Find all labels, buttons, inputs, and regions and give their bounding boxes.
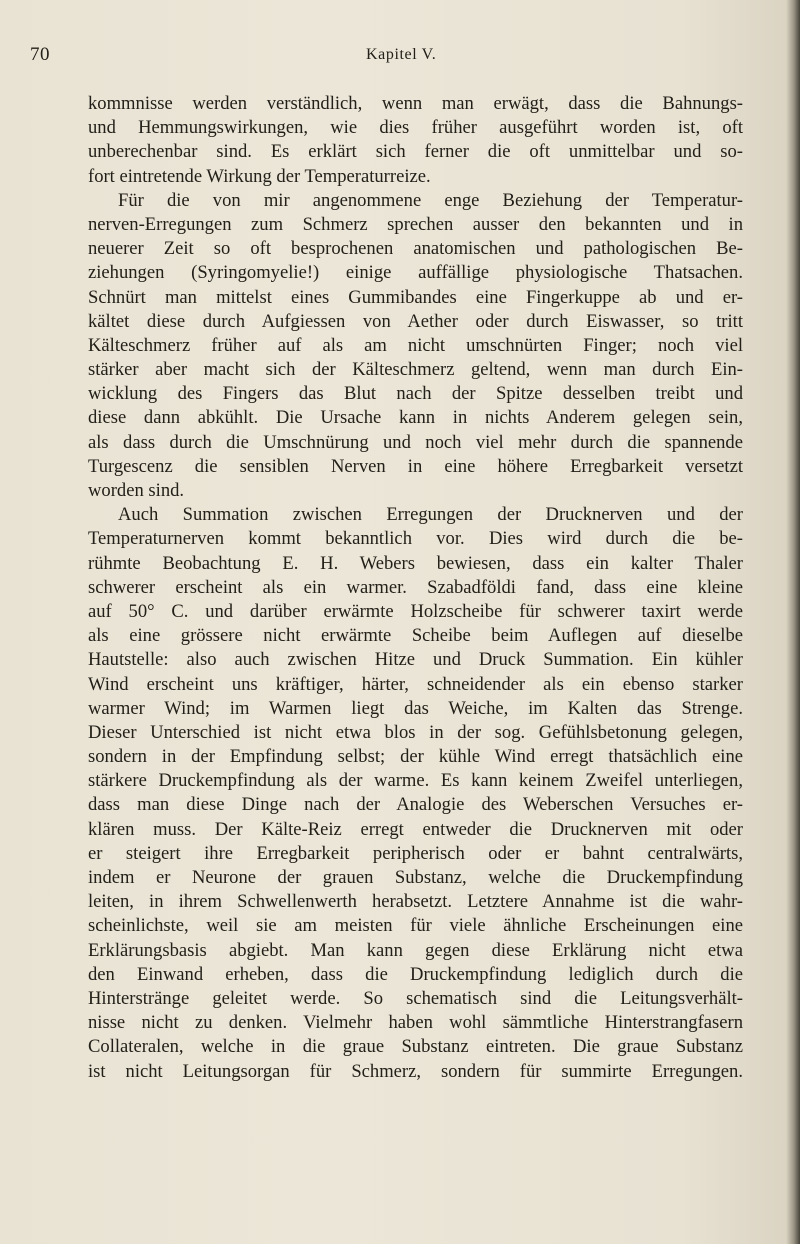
text-line: Kälteschmerz früher auf als am nicht umschnürten Finger; noch viel xyxy=(88,334,743,356)
page-header xyxy=(30,44,770,70)
page-edge-shadow xyxy=(786,0,800,1244)
text-line: Collateralen, welche in die graue Substanz eintreten. Die graue Substanz xyxy=(88,1036,743,1058)
running-head: Kapitel V. xyxy=(366,46,437,63)
text-line: Für die von mir angenommene enge Beziehung der Temperatur- xyxy=(118,189,743,211)
text-line: fort eintretende Wirkung der Temperaturreize. xyxy=(88,165,431,187)
page-number: 70 xyxy=(30,44,50,65)
text-line: wicklung des Fingers das Blut nach der Spitze desselben treibt und xyxy=(88,383,743,405)
text-line: dass man diese Dinge nach der Analogie des Weberschen Versuches er- xyxy=(88,794,743,816)
text-line: nisse nicht zu denken. Vielmehr haben wohl sämmtliche Hinterstrangfasern xyxy=(88,1012,743,1034)
text-line: kältet diese durch Aufgiessen von Aether oder durch Eiswasser, so tritt xyxy=(88,310,743,332)
text-line: er steigert ihre Erregbarkeit peripherisch oder er bahnt centralwärts, xyxy=(88,842,743,864)
text-line: kommnisse werden verständlich, wenn man erwägt, dass die Bahnungs- xyxy=(88,93,743,114)
text-line: indem er Neurone der grauen Substanz, welche die Druckempfindung xyxy=(88,867,743,888)
text-line: ist nicht Leitungsorgan für Schmerz, sondern für summirte Erregungen. xyxy=(88,1060,743,1082)
text-line: rühmte Beobachtung E. H. Webers bewiesen, dass ein kalter Thaler xyxy=(88,552,743,574)
text-line: Schnürt man mittelst eines Gummibandes eine Fingerkuppe ab und er- xyxy=(88,286,743,308)
text-line: worden sind. xyxy=(88,480,185,501)
text-line: schwerer erscheint als ein warmer. Szabadföldi fand, dass eine kleine xyxy=(88,576,743,598)
text-line: stärker aber macht sich der Kälteschmerz geltend, wenn man durch Ein- xyxy=(88,359,743,381)
text-line: nerven-Erregungen zum Schmerz sprechen ausser den bekannten und in xyxy=(88,213,743,235)
text-line: sondern in der Empfindung selbst; der kühle Wind erregt thatsächlich eine xyxy=(88,746,743,768)
text-line: leiten, in ihrem Schwellenwerth herabsetzt. Letztere Annahme ist die wahr- xyxy=(88,891,743,913)
text-line: scheinlichste, weil sie am meisten für viele ähnliche Erscheinungen eine xyxy=(88,915,743,937)
text-line: Auch Summation zwischen Erregungen der Drucknerven und der xyxy=(118,504,743,526)
text-line: Wind erscheint uns kräftiger, härter, schneidender als ein ebenso starker xyxy=(88,673,743,695)
text-line: Hinterstränge geleitet werde. So schematisch sind die Leitungsverhält- xyxy=(88,987,743,1009)
text-line: diese dann abkühlt. Die Ursache kann in nichts Anderem gelegen sein, xyxy=(88,407,743,429)
text-line: als eine grössere nicht erwärmte Scheibe beim Auflegen auf dieselbe xyxy=(88,625,743,647)
text-line: stärkere Druckempfindung als der warme. Es kann keinem Zweifel unterliegen, xyxy=(88,770,743,792)
text-line: Temperaturnerven kommt bekanntlich vor. Dies wird durch die be- xyxy=(88,528,743,550)
text-line: warmer Wind; im Warmen liegt das Weiche, im Kalten das Strenge. xyxy=(88,697,743,719)
text-line: den Einwand erheben, dass die Druckempfindung lediglich durch die xyxy=(88,963,743,985)
text-line: neuerer Zeit so oft besprochenen anatomischen und pathologischen Be- xyxy=(88,238,743,260)
body-text xyxy=(88,92,743,1084)
text-line: auf 50° C. und darüber erwärmte Holzscheibe für schwerer taxirt werde xyxy=(88,600,743,622)
text-line: ziehungen (Syringomyelie!) einige auffällige physiologische Thatsachen. xyxy=(88,262,743,284)
text-line: und Hemmungswirkungen, wie dies früher ausgeführt worden ist, oft xyxy=(88,117,743,139)
text-line: Hautstelle: also auch zwischen Hitze und Druck Summation. Ein kühler xyxy=(88,649,743,671)
text-line: als dass durch die Umschnürung und noch viel mehr durch die spannende xyxy=(88,431,743,453)
text-line: Turgescenz die sensiblen Nerven in eine höhere Erregbarkeit versetzt xyxy=(88,455,743,477)
text-line: Erklärungsbasis abgiebt. Man kann gegen diese Erklärung nicht etwa xyxy=(88,939,743,961)
text-line: unberechenbar sind. Es erklärt sich ferner die oft unmittelbar und so- xyxy=(88,141,743,163)
text-line: Dieser Unterschied ist nicht etwa blos in der sog. Gefühlsbetonung gelegen, xyxy=(88,721,743,743)
text-line: klären muss. Der Kälte-Reiz erregt entweder die Drucknerven mit oder xyxy=(88,818,743,840)
